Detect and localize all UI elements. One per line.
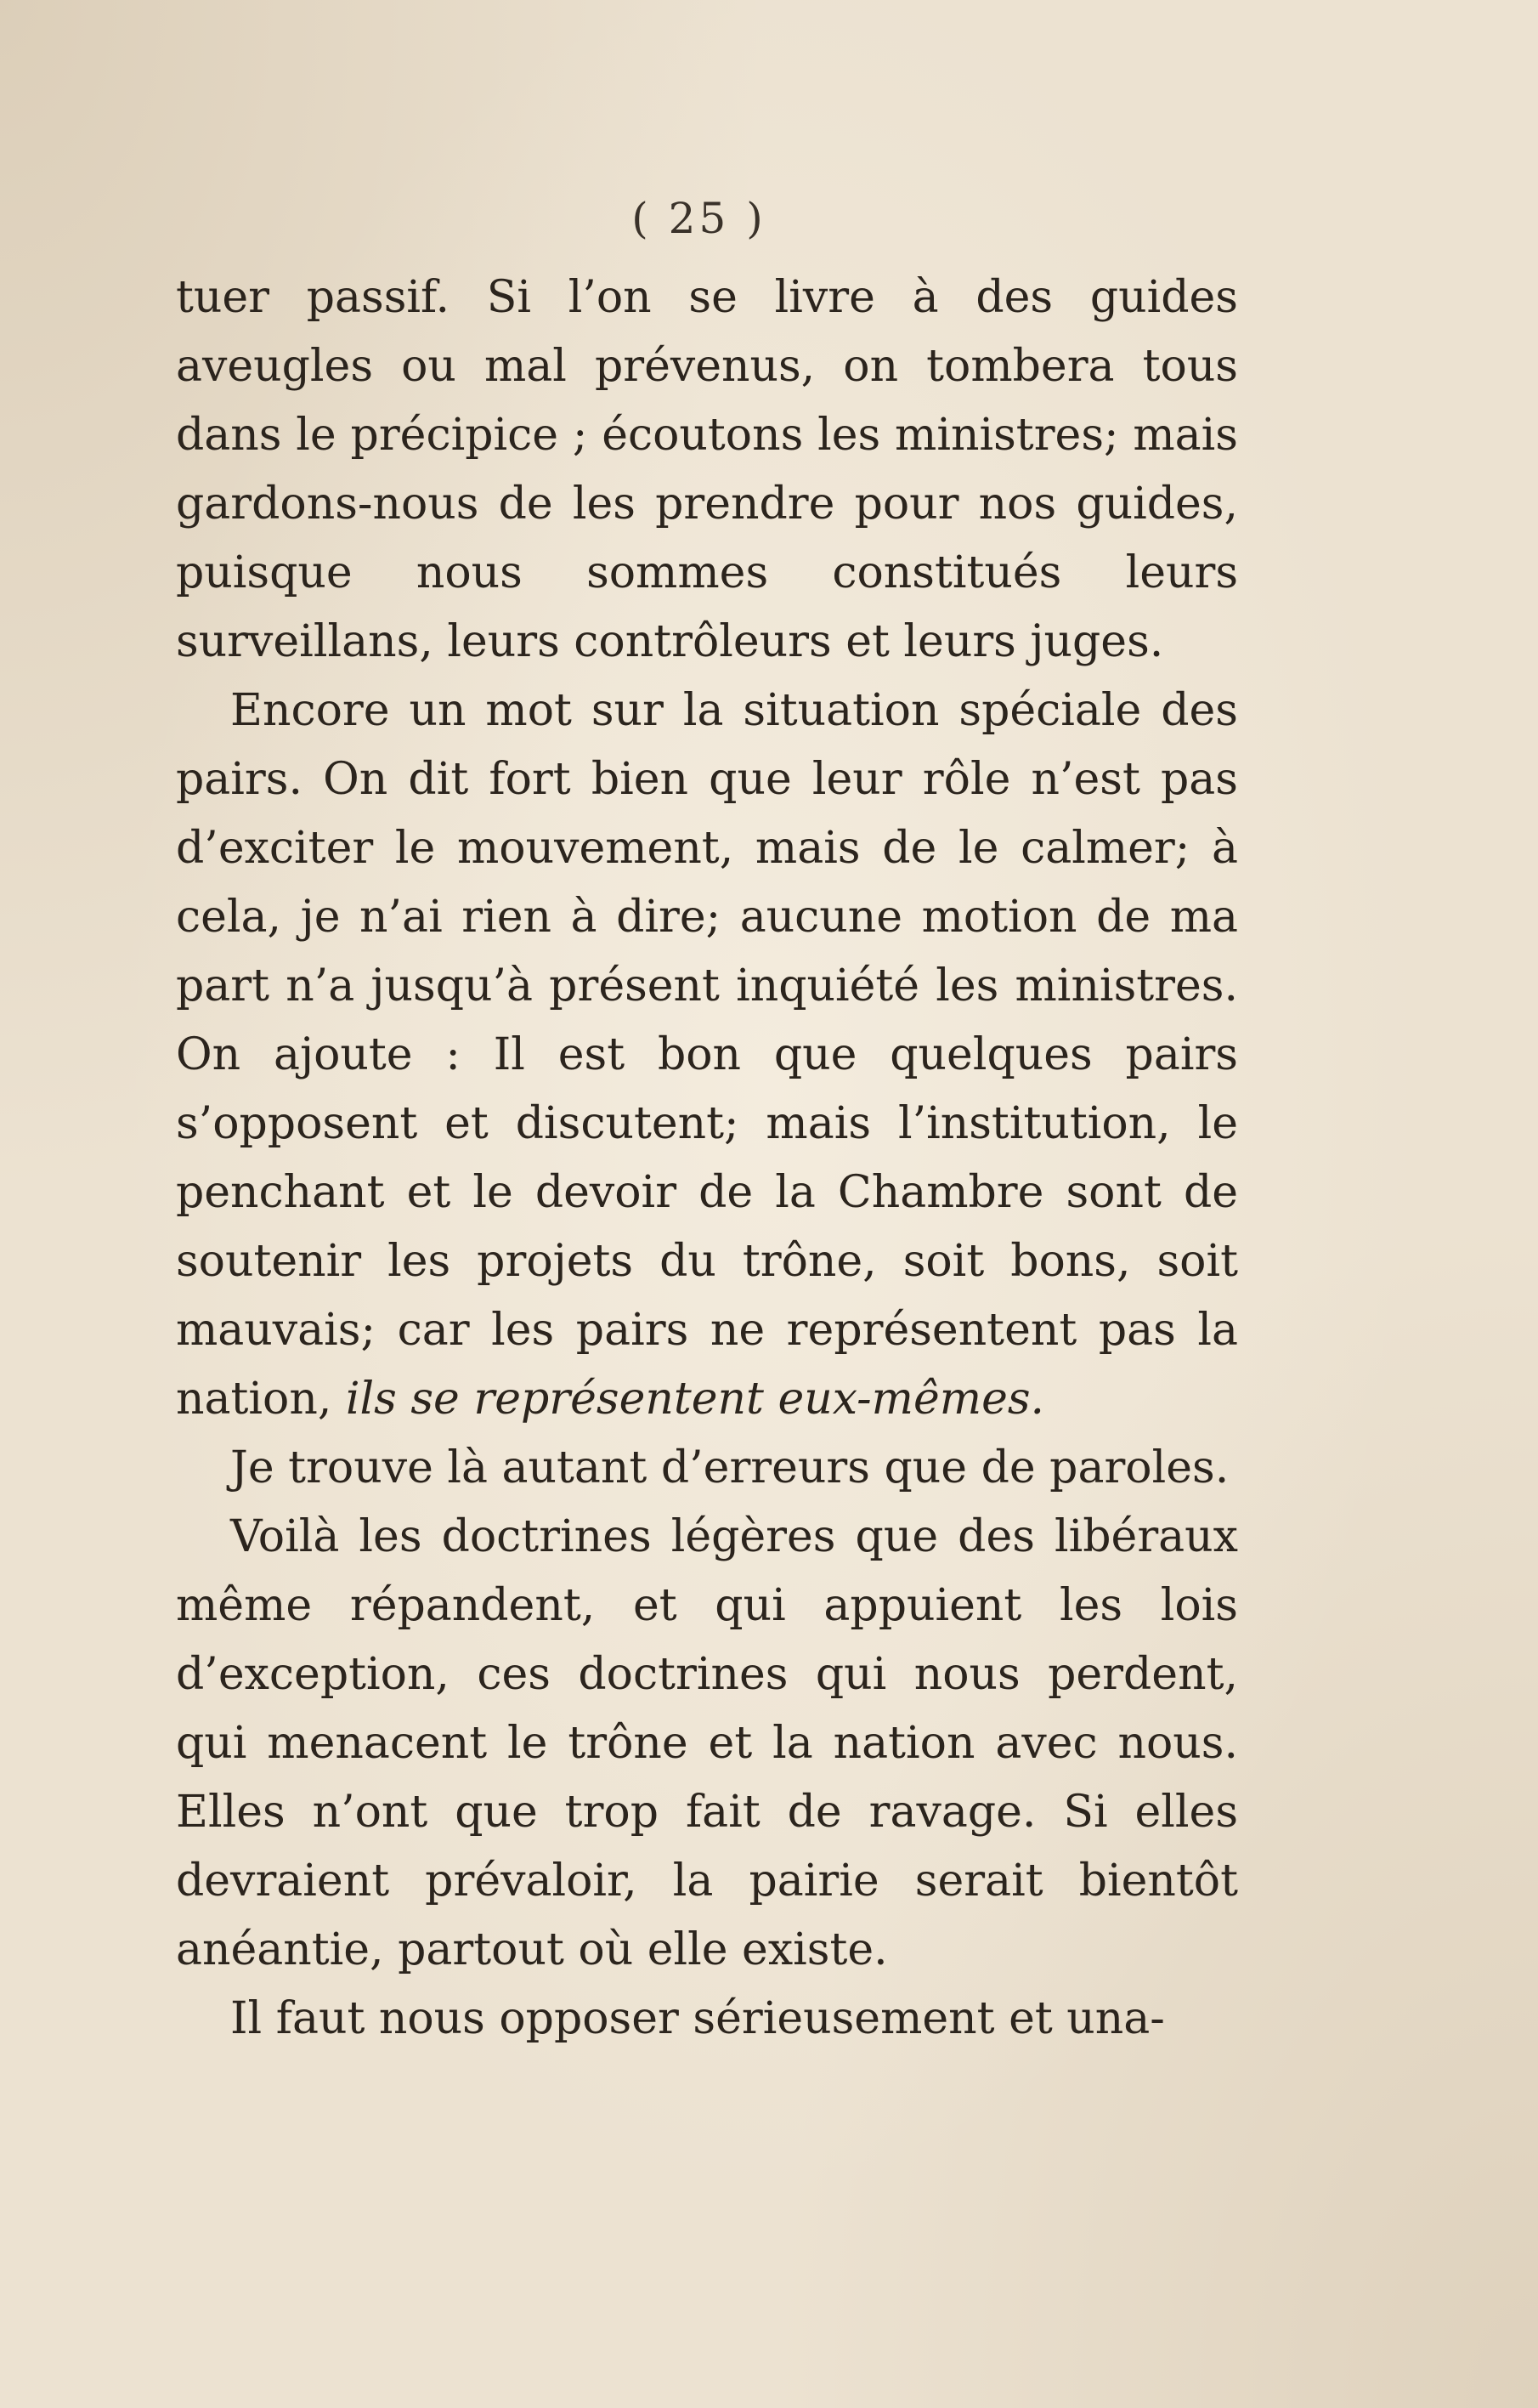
paragraph: Je trouve là autant d’erreurs que de paroles.	[230, 1442, 1230, 1493]
paragraph: tuer passif. Si l’on se livre à des guides aveugles ou mal prévenus, on tombera tous dans le précipice ; écoutons les ministres; mais gardons-nous de les prendre pour nos guides, puisque nous sommes constitués leurs surveillans, leurs contrôleurs et leurs juges.	[176, 272, 1238, 667]
paragraph-text: Encore un mot sur la situation spéciale des pairs. On dit fort bien que leur rôle n’est pas d’exciter le mouvement, mais de le calmer; à cela, je n’ai rien à dire; aucune motion de ma part n’a jusqu’à présent inquiété les ministres. On ajoute : Il est bon que quelques pairs s’opposent et discutent; mais l’institution, le penchant et le devoir de la Chambre sont de soutenir les projets du trône, soit bons, soit mauvais; car les pairs ne représentent pas la nation,	[176, 685, 1238, 1425]
paragraph	[176, 677, 1238, 1434]
italic-phrase: ils se représentent eux-mêmes.	[345, 1374, 1045, 1425]
paragraph: Il faut nous opposer sérieusement et una-	[230, 1993, 1165, 2044]
page-number: ( 25 )	[631, 194, 766, 243]
paragraph: Voilà les doctrines légères que des libéraux même répandent, et qui appuient les lois d’exception, ces doctrines qui nous perdent, qui menacent le trône et la nation avec nous. Elles n’ont que trop fait de ravage. Si elles devraient prévaloir, la pairie serait bientôt anéantie, partout où elle existe.	[176, 1511, 1238, 1975]
body-text	[176, 263, 1238, 2054]
